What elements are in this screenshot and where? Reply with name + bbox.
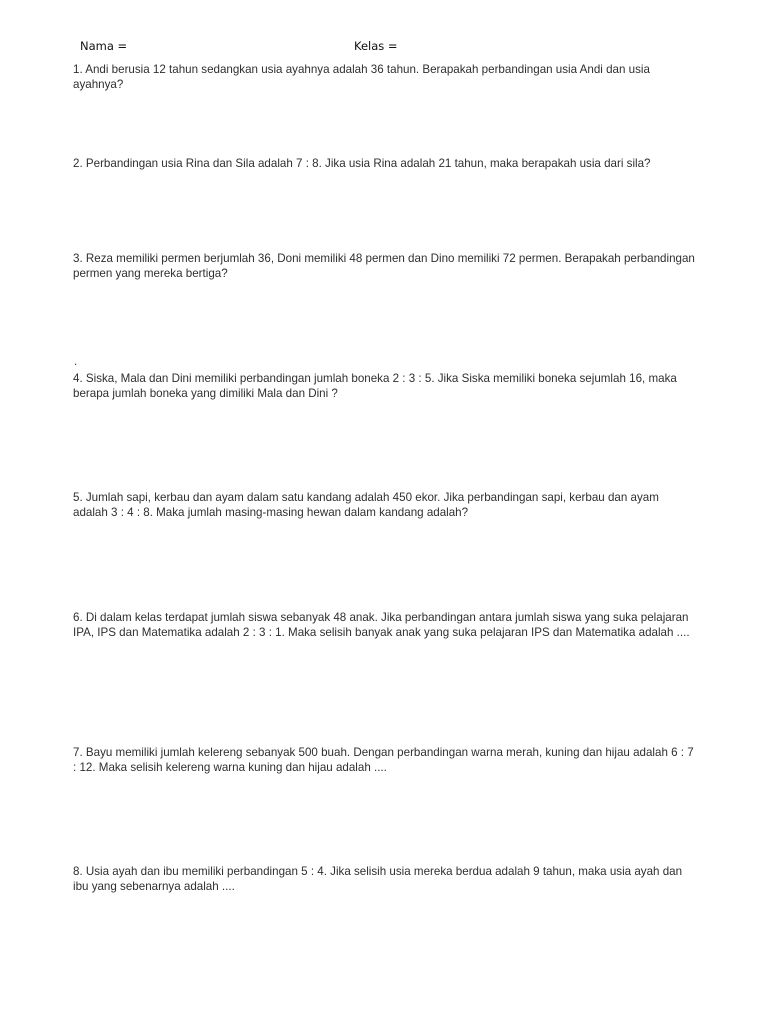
stray-mark: . — [74, 355, 78, 368]
question-5: 5. Jumlah sapi, kerbau dan ayam dalam satu kandang adalah 450 ekor. Jika perbandingan sapi, kerbau dan ayam adalah 3 : 4 : 8. Maka jumlah masing-masing hewan dalam kandang adalah? — [73, 491, 659, 519]
question-6: 6. Di dalam kelas terdapat jumlah siswa sebanyak 48 anak. Jika perbandingan antara jumlah siswa yang suka pelajaran IPA, IPS dan Matematika adalah 2 : 3 : 1. Maka selisih banyak anak yang suka pelajaran IPS dan Matematika adalah .... — [73, 611, 690, 639]
question-8: 8. Usia ayah dan ibu memiliki perbandingan 5 : 4. Jika selisih usia mereka berdua adalah 9 tahun, maka usia ayah dan ibu yang sebenarnya adalah .... — [73, 865, 683, 893]
question-4: 4. Siska, Mala dan Dini memiliki perbandingan jumlah boneka 2 : 3 : 5. Jika Siska memiliki boneka sejumlah 16, maka berapa jumlah boneka yang dimiliki Mala dan Dini ? — [73, 372, 677, 400]
question-2: 2. Perbandingan usia Rina dan Sila adalah 7 : 8. Jika usia Rina adalah 21 tahun, maka berapakah usia dari sila? — [73, 157, 651, 170]
class-label: Kelas = — [354, 39, 398, 53]
question-1: 1. Andi berusia 12 tahun sedangkan usia ayahnya adalah 36 tahun. Berapakah perbandingan usia Andi dan usia ayahnya? — [73, 63, 650, 91]
name-label: Nama = — [80, 39, 128, 53]
question-7: 7. Bayu memiliki jumlah kelereng sebanyak 500 buah. Dengan perbandingan warna merah, kuning dan hijau adalah 6 : 7 : 12. Maka selisih kelereng warna kuning dan hijau adalah .... — [73, 746, 694, 774]
question-3: 3. Reza memiliki permen berjumlah 36, Doni memiliki 48 permen dan Dino memiliki 72 permen. Berapakah perbandingan permen yang mereka bertiga? — [73, 252, 695, 280]
